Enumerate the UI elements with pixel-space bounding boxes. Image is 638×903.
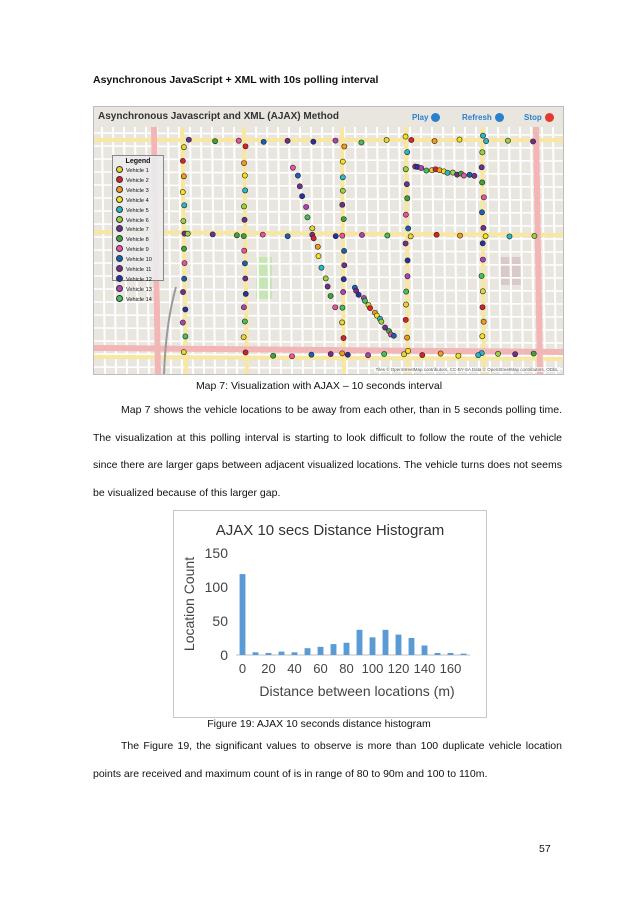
vehicle-marker[interactable] <box>461 173 466 178</box>
histogram-bar <box>383 630 389 655</box>
vehicle-marker[interactable] <box>341 289 346 294</box>
legend-item <box>116 206 160 216</box>
vehicle-marker[interactable] <box>243 291 248 296</box>
vehicle-marker[interactable] <box>401 352 406 357</box>
legend-item <box>116 166 160 176</box>
vehicle-marker[interactable] <box>241 334 246 339</box>
legend-label: Vehicle 3 <box>126 187 149 194</box>
paragraph-2: The Figure 19, the significant values to observe is more than 100 duplicate vehicle location points are received and maximum count of is in range of 80 to 90m and 100 to 110m. <box>93 740 562 780</box>
legend-label: Vehicle 8 <box>126 237 149 244</box>
x-tick-label: 80 <box>339 661 354 676</box>
histogram-bar <box>461 654 467 655</box>
vehicle-marker[interactable] <box>328 293 333 298</box>
vehicle-marker[interactable] <box>285 234 290 239</box>
y-axis-label: Location Count <box>181 556 197 652</box>
section-heading: Asynchronous JavaScript + XML with 10s polling interval <box>93 74 379 86</box>
vehicle-marker[interactable] <box>365 353 370 358</box>
vehicle-marker[interactable] <box>212 139 217 144</box>
vehicle-marker[interactable] <box>340 202 345 207</box>
vehicle-marker[interactable] <box>507 234 512 239</box>
histogram-bar <box>240 574 246 655</box>
histogram-bar <box>279 652 285 655</box>
vehicle-marker[interactable] <box>289 354 294 359</box>
vehicle-marker[interactable] <box>340 351 345 356</box>
vehicle-marker[interactable] <box>183 307 188 312</box>
legend-item <box>116 245 160 255</box>
vehicle-marker[interactable] <box>495 351 500 356</box>
vehicle-marker[interactable] <box>404 182 409 187</box>
vehicle-marker[interactable] <box>481 225 486 230</box>
y-tick-label: 0 <box>220 647 228 663</box>
vehicle-marker[interactable] <box>241 204 246 209</box>
vehicle-marker[interactable] <box>391 333 396 338</box>
legend-swatch <box>116 235 123 242</box>
vehicle-marker[interactable] <box>480 334 485 339</box>
vehicle-marker[interactable] <box>290 165 295 170</box>
vehicle-marker[interactable] <box>305 215 310 220</box>
histogram-bar <box>370 637 376 655</box>
vehicle-marker[interactable] <box>180 189 185 194</box>
histogram-bar <box>448 653 454 655</box>
vehicle-marker[interactable] <box>480 150 485 155</box>
vehicle-marker[interactable] <box>182 203 187 208</box>
legend-item <box>116 196 160 206</box>
vehicle-marker[interactable] <box>300 194 305 199</box>
vehicle-marker[interactable] <box>408 234 413 239</box>
vehicle-marker[interactable] <box>311 139 316 144</box>
vehicle-marker[interactable] <box>340 188 345 193</box>
vehicle-marker[interactable] <box>472 173 477 178</box>
vehicle-marker[interactable] <box>341 335 346 340</box>
paragraph-1: Map 7 shows the vehicle locations to be away from each other, than in 5 seconds polling time. The visualization at this polling interval is starting to look difficult to follow the route of the vehicle since there are larger gaps between adjacent visualized locations. The vehicle turns does not seems be visualized because of this larger gap. <box>93 404 562 499</box>
vehicle-marker[interactable] <box>341 217 346 222</box>
vehicle-marker[interactable] <box>243 144 248 149</box>
vehicle-marker[interactable] <box>242 248 247 253</box>
vehicle-marker[interactable] <box>181 145 186 150</box>
vehicle-marker[interactable] <box>405 150 410 155</box>
vehicle-marker[interactable] <box>181 350 186 355</box>
vehicle-marker[interactable] <box>236 138 241 143</box>
vehicle-marker[interactable] <box>532 233 537 238</box>
legend-label: Vehicle 1 <box>126 168 149 174</box>
vehicle-marker[interactable] <box>456 353 461 358</box>
histogram-bar <box>435 653 441 655</box>
vehicle-marker[interactable] <box>483 234 488 239</box>
vehicle-marker[interactable] <box>261 139 266 144</box>
y-tick-label: 50 <box>212 613 228 629</box>
vehicle-marker[interactable] <box>406 226 411 231</box>
legend-label: Vehicle 6 <box>126 217 149 224</box>
vehicle-marker[interactable] <box>340 175 345 180</box>
legend-label: Vehicle 11 <box>126 267 152 274</box>
vehicle-marker[interactable] <box>342 144 347 149</box>
legend-swatch <box>116 295 123 302</box>
vehicle-marker[interactable] <box>242 319 247 324</box>
map-legend <box>112 155 164 303</box>
vehicle-marker[interactable] <box>480 180 485 185</box>
refresh-icon <box>495 113 504 122</box>
vehicle-marker[interactable] <box>271 353 276 358</box>
legend-swatch <box>116 255 123 262</box>
vehicle-marker[interactable] <box>382 351 387 356</box>
vehicle-marker[interactable] <box>242 217 247 222</box>
histogram-bar <box>253 652 259 655</box>
vehicle-marker[interactable] <box>403 134 408 139</box>
legend-item <box>116 295 160 305</box>
legend-item <box>116 216 160 226</box>
vehicle-marker[interactable] <box>182 276 187 281</box>
vehicle-marker[interactable] <box>242 173 247 178</box>
legend-swatch <box>116 196 123 203</box>
vehicle-marker[interactable] <box>476 353 481 358</box>
vehicle-marker[interactable] <box>403 241 408 246</box>
vehicle-marker[interactable] <box>379 319 384 324</box>
chart-title: AJAX 10 secs Distance Histogram <box>215 522 445 539</box>
legend-label: Vehicle 14 <box>126 296 152 303</box>
vehicle-marker[interactable] <box>285 138 290 143</box>
vehicle-marker[interactable] <box>479 210 484 215</box>
vehicle-marker[interactable] <box>333 138 338 143</box>
stop-button[interactable] <box>524 113 554 122</box>
x-tick-label: 100 <box>361 661 384 676</box>
vehicle-marker[interactable] <box>457 137 462 142</box>
vehicle-marker[interactable] <box>345 352 350 357</box>
histogram-bar <box>357 630 363 655</box>
vehicle-marker[interactable] <box>241 160 246 165</box>
vehicle-marker[interactable] <box>481 195 486 200</box>
vehicle-marker[interactable] <box>530 139 535 144</box>
vehicle-marker[interactable] <box>185 231 190 236</box>
vehicle-marker[interactable] <box>403 167 408 172</box>
legend-swatch <box>116 245 123 252</box>
vehicle-marker[interactable] <box>340 320 345 325</box>
vehicle-marker[interactable] <box>333 234 338 239</box>
vehicle-marker[interactable] <box>210 232 215 237</box>
stop-label: Stop <box>524 113 542 122</box>
vehicle-marker[interactable] <box>295 173 300 178</box>
histogram-bar <box>409 638 415 655</box>
vehicle-marker[interactable] <box>480 289 485 294</box>
vehicle-marker[interactable] <box>340 233 345 238</box>
histogram-bar <box>331 644 337 655</box>
vehicle-marker[interactable] <box>480 241 485 246</box>
figure-caption: Figure 19: AJAX 10 seconds distance histogram <box>207 718 431 730</box>
vehicle-marker[interactable] <box>243 276 248 281</box>
play-label: Play <box>412 113 429 122</box>
legend-item <box>116 235 160 245</box>
vehicle-marker[interactable] <box>457 233 462 238</box>
histogram-bar <box>422 645 428 655</box>
vehicle-marker[interactable] <box>405 258 410 263</box>
vehicle-marker[interactable] <box>333 305 338 310</box>
legend-label: Vehicle 5 <box>126 207 149 214</box>
vehicle-marker[interactable] <box>316 254 321 259</box>
vehicle-marker[interactable] <box>409 137 414 142</box>
histogram-chart <box>173 510 487 718</box>
vehicle-marker[interactable] <box>340 305 345 310</box>
vehicle-marker[interactable] <box>403 212 408 217</box>
legend-item <box>116 225 160 235</box>
vehicle-marker[interactable] <box>480 305 485 310</box>
vehicle-marker[interactable] <box>434 232 439 237</box>
vehicle-marker[interactable] <box>180 320 185 325</box>
vehicle-marker[interactable] <box>180 289 185 294</box>
vehicle-marker[interactable] <box>479 273 484 278</box>
legend-label: Vehicle 10 <box>126 257 152 264</box>
legend-swatch <box>116 206 123 213</box>
legend-label: Vehicle 13 <box>126 286 152 293</box>
x-tick-label: 40 <box>287 661 302 676</box>
vehicle-marker[interactable] <box>359 140 364 145</box>
vehicle-marker[interactable] <box>182 261 187 266</box>
legend-item <box>116 275 160 285</box>
vehicle-marker[interactable] <box>419 165 424 170</box>
vehicle-marker[interactable] <box>183 334 188 339</box>
vehicle-marker[interactable] <box>505 138 510 143</box>
vehicle-marker[interactable] <box>297 184 302 189</box>
vehicle-marker[interactable] <box>309 352 314 357</box>
vehicle-marker[interactable] <box>432 138 437 143</box>
vehicle-marker[interactable] <box>341 248 346 253</box>
vehicle-marker[interactable] <box>356 292 361 297</box>
y-tick-label: 150 <box>204 545 228 561</box>
map-canvas[interactable] <box>94 107 563 374</box>
vehicle-marker[interactable] <box>359 232 364 237</box>
vehicle-marker[interactable] <box>341 277 346 282</box>
vehicle-marker[interactable] <box>342 263 347 268</box>
vehicle-marker[interactable] <box>481 319 486 324</box>
vehicle-marker[interactable] <box>483 138 488 143</box>
legend-items <box>116 166 160 305</box>
vehicle-marker[interactable] <box>241 305 246 310</box>
vehicle-marker[interactable] <box>311 236 316 241</box>
vehicle-marker[interactable] <box>438 351 443 356</box>
vehicle-marker[interactable] <box>325 284 330 289</box>
legend-label: Vehicle 12 <box>126 276 152 283</box>
vehicle-marker[interactable] <box>181 246 186 251</box>
histogram-bar <box>305 648 311 655</box>
vehicle-marker[interactable] <box>315 244 320 249</box>
play-icon <box>431 113 440 122</box>
vehicle-marker[interactable] <box>405 196 410 201</box>
vehicle-marker[interactable] <box>480 257 485 262</box>
play-button[interactable] <box>412 113 440 122</box>
vehicle-marker[interactable] <box>243 188 248 193</box>
x-tick-label: 140 <box>413 661 436 676</box>
legend-swatch <box>116 186 123 193</box>
histogram-bar <box>344 643 350 655</box>
legend-swatch <box>116 166 123 173</box>
vehicle-marker[interactable] <box>242 261 247 266</box>
legend-label: Vehicle 4 <box>126 197 149 204</box>
page-number: 57 <box>539 843 551 855</box>
vehicle-marker[interactable] <box>181 174 186 179</box>
map-attribution: Tiles © OpenStreetMap contributors, CC-BY-SA Data © OpenStreetMap contributors, ODbL <box>375 367 558 372</box>
legend-label: Vehicle 7 <box>126 227 149 234</box>
legend-swatch <box>116 216 123 223</box>
legend-swatch <box>116 285 123 292</box>
vehicle-marker[interactable] <box>513 352 518 357</box>
x-tick-label: 160 <box>439 661 462 676</box>
vehicle-marker[interactable] <box>479 165 484 170</box>
legend-label: Vehicle 2 <box>126 177 149 184</box>
vehicle-marker[interactable] <box>310 226 315 231</box>
vehicle-marker[interactable] <box>362 298 367 303</box>
histogram-bar <box>318 647 324 655</box>
vehicle-marker[interactable] <box>340 159 345 164</box>
map-caption: Map 7: Visualization with AJAX – 10 seconds interval <box>195 380 443 392</box>
vehicle-marker[interactable] <box>367 305 372 310</box>
vehicle-marker[interactable] <box>186 137 191 142</box>
legend-item <box>116 176 160 186</box>
legend-swatch <box>116 275 123 282</box>
map-title: Asynchronous Javascript and XML (AJAX) Method <box>98 111 339 122</box>
vehicle-marker[interactable] <box>405 274 410 279</box>
refresh-button[interactable] <box>462 113 504 122</box>
vehicle-marker[interactable] <box>384 137 389 142</box>
legend-item <box>116 265 160 275</box>
legend-item <box>116 285 160 295</box>
histogram-svg <box>174 511 486 717</box>
vehicle-marker[interactable] <box>403 317 408 322</box>
vehicle-marker[interactable] <box>181 218 186 223</box>
histogram-bar <box>396 635 402 655</box>
vehicle-marker[interactable] <box>420 352 425 357</box>
legend-swatch <box>116 265 123 272</box>
x-axis-label: Distance between locations (m) <box>259 683 455 699</box>
legend-title: Legend <box>125 158 151 165</box>
x-tick-label: 20 <box>261 661 276 676</box>
vehicle-marker[interactable] <box>385 233 390 238</box>
vehicle-marker[interactable] <box>424 168 429 173</box>
vehicle-marker[interactable] <box>328 351 333 356</box>
vehicle-marker[interactable] <box>234 233 239 238</box>
legend-swatch <box>116 225 123 232</box>
legend-item <box>116 186 160 196</box>
vehicle-marker[interactable] <box>323 276 328 281</box>
vehicle-marker[interactable] <box>304 204 309 209</box>
refresh-label: Refresh <box>462 113 492 122</box>
vehicle-marker[interactable] <box>404 289 409 294</box>
histogram-bar <box>266 653 272 655</box>
x-tick-label: 60 <box>313 661 328 676</box>
vehicle-marker[interactable] <box>531 351 536 356</box>
vehicle-marker[interactable] <box>243 350 248 355</box>
y-tick-label: 100 <box>204 579 228 595</box>
legend-item <box>116 255 160 265</box>
x-tick-label: 0 <box>238 661 247 676</box>
stop-icon <box>545 113 554 122</box>
vehicle-marker[interactable] <box>480 133 485 138</box>
vehicle-marker[interactable] <box>180 158 185 163</box>
vehicle-marker[interactable] <box>467 172 472 177</box>
vehicle-marker[interactable] <box>319 265 324 270</box>
x-tick-label: 120 <box>387 661 410 676</box>
legend-swatch <box>116 176 123 183</box>
vehicle-marker[interactable] <box>405 335 410 340</box>
histogram-bar <box>292 652 298 655</box>
vehicle-marker[interactable] <box>260 232 265 237</box>
vehicle-marker[interactable] <box>241 234 246 239</box>
map-figure[interactable] <box>93 106 564 375</box>
vehicle-marker[interactable] <box>403 302 408 307</box>
vehicle-marker[interactable] <box>445 170 450 175</box>
legend-label: Vehicle 9 <box>126 247 149 254</box>
